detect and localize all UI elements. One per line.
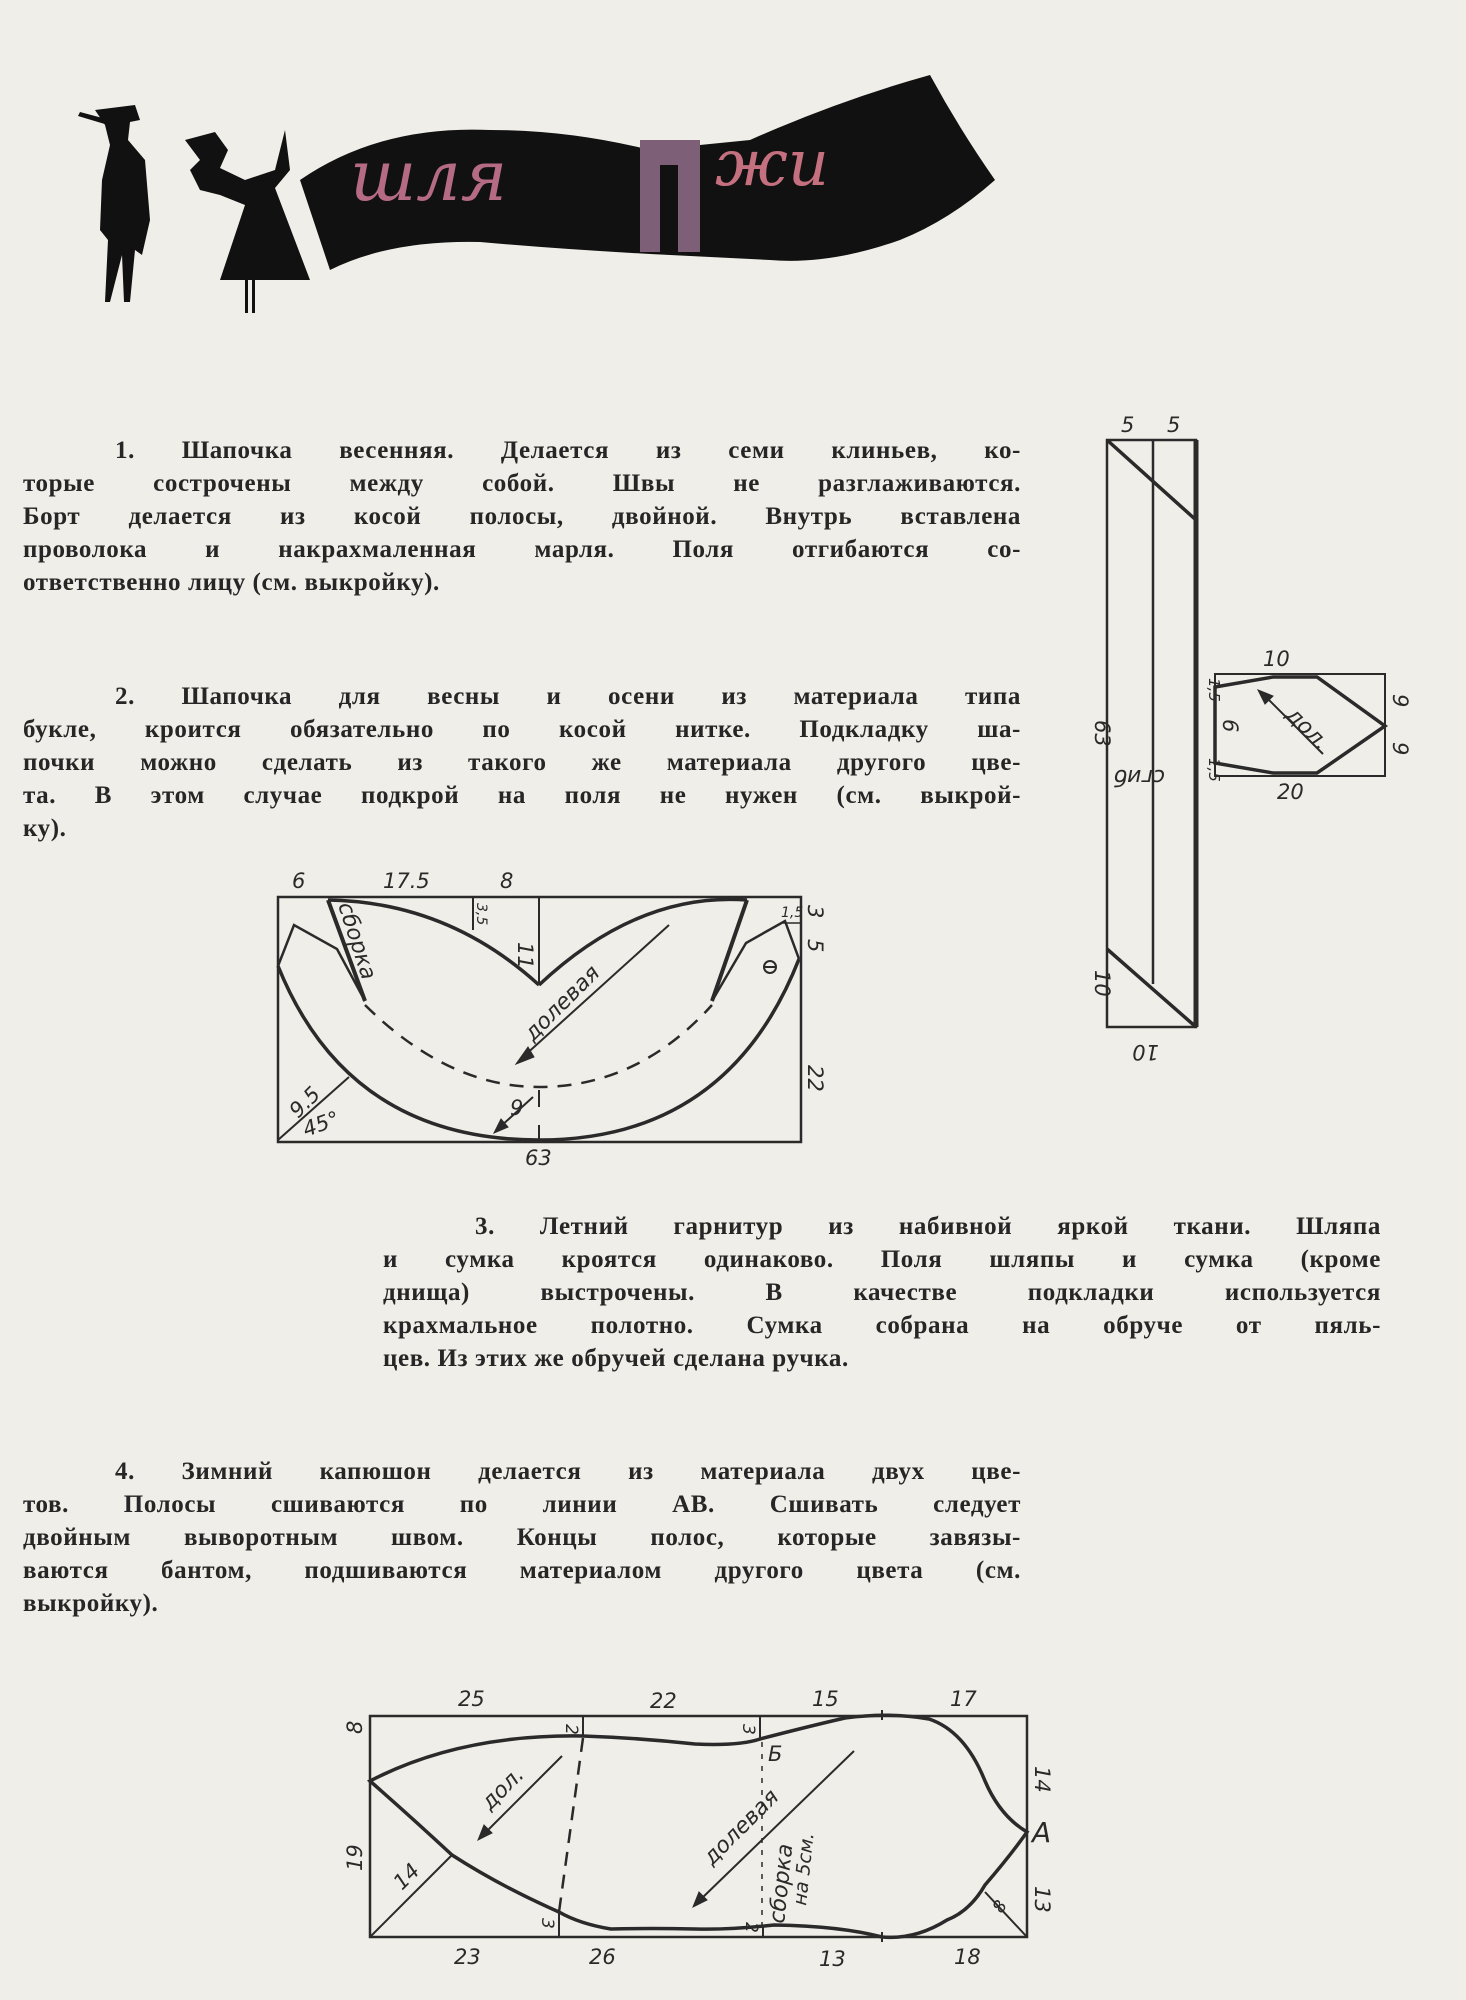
dim-label: 18 [954, 1945, 981, 1969]
grain-label: дол. [476, 1762, 530, 1816]
text-line: крахмальное полотно. Сумка собрана на обруче от пяль- [383, 1312, 1381, 1339]
text-line: проволока и накрахмаленная марля. Поля отгибаются со- [23, 536, 1021, 563]
dim-label: 19 [343, 1844, 367, 1871]
text-line: букле, кроится обязательно по косой нитке. Подкладку ша- [23, 716, 1021, 743]
silhouette-figures-illustration [78, 105, 310, 313]
dim-label: 63 [1090, 720, 1114, 747]
dim-label: 13 [819, 1947, 846, 1971]
dim-label: 3 [537, 1918, 557, 1929]
paragraph-1 [23, 434, 1021, 599]
dim-label: 22 [803, 1065, 827, 1092]
dim-label: 17 [950, 1687, 977, 1711]
point-a-label: А [1032, 1816, 1052, 1849]
dim-label: 1,5 [1205, 678, 1223, 702]
dim-label: 2 [561, 1724, 581, 1735]
dim-label: 13 [1030, 1886, 1054, 1913]
dim-label: 5 [1121, 413, 1135, 437]
dim-label: 6 [1218, 719, 1242, 733]
dim-label: 2 [741, 1922, 761, 1933]
dim-label: 10 [1132, 1040, 1159, 1064]
dim-label: 22 [650, 1689, 677, 1713]
fold-label: сгиб [1113, 764, 1165, 789]
text-line: и сумка кроятся одинаково. Поля шляпы и сумка (кроме [383, 1246, 1381, 1273]
dim-label: 15 [812, 1687, 839, 1711]
text-line: двойным выворотным швом. Концы полос, которые завязы- [23, 1524, 1021, 1551]
text-line: 2. Шапочка для весны и осени из материала типа [115, 683, 1021, 710]
text-line: торые сострочены между собой. Швы не разглаживаются. [23, 470, 1021, 497]
paragraph-3 [383, 1210, 1381, 1375]
dim-label: 5 [803, 939, 827, 953]
text-line: цев. Из этих же обручей сделана ручка. [383, 1345, 849, 1372]
text-line: Борт делается из косой полосы, двойной. Внутрь вставлена [23, 503, 1021, 530]
text-line: 3. Летний гарнитур из набивной яркой ткани. Шляпа [475, 1213, 1381, 1240]
dim-label: 20 [1277, 780, 1304, 804]
text-line: ку). [23, 815, 67, 842]
dim-label: 9.5 [284, 1081, 326, 1123]
paragraph-2 [23, 680, 1021, 845]
text-line: днища) выстрочены. В качестве подкладки используется [383, 1279, 1381, 1306]
logo-letters-ki: жи [715, 127, 829, 201]
text-line: та. В этом случае подкрой на поля не нужен (см. выкрой- [23, 782, 1021, 809]
gather-amount-label: на 5см. [789, 1831, 819, 1907]
text-line: 1. Шапочка весенняя. Делается из семи клиньев, ко- [115, 437, 1021, 464]
pattern-crown [1190, 644, 1415, 806]
dim-label: 8 [343, 1720, 367, 1734]
paragraph-4 [23, 1455, 1021, 1620]
dim-label: 26 [589, 1945, 616, 1969]
dim-label: 10 [1263, 647, 1290, 671]
dim-label: 5 [1167, 413, 1181, 437]
dim-label: 9 [1388, 742, 1412, 756]
text-line: тов. Полосы сшиваются по линии АВ. Сшивать следует [23, 1491, 1021, 1518]
pattern-hood [340, 1680, 1070, 1980]
dim-label: 14 [388, 1858, 425, 1895]
dim-label: 23 [454, 1945, 481, 1969]
point-b-label: Б [768, 1742, 783, 1766]
pattern-cap [248, 862, 848, 1172]
text-line: ответственно лицу (см. выкройку). [23, 569, 440, 596]
dim-label: 10 [1090, 970, 1114, 997]
text-line: выкройку). [23, 1590, 159, 1617]
text-line: 4. Зимний капюшон делается из материала двух цве- [115, 1458, 1021, 1485]
grain-label: долевая [698, 1784, 785, 1871]
dim-label: 25 [458, 1687, 485, 1711]
grain-label: дол. [1280, 702, 1334, 756]
dim-label: 1,5 [1205, 758, 1223, 782]
logo-letters-shlya: шля [350, 135, 508, 217]
dim-label: 8 [989, 1897, 1012, 1917]
dim-label: 11 [513, 942, 537, 969]
text-line: ваются бантом, подшиваются материалом другого цвета (см. [23, 1557, 1021, 1584]
dim-label: 6 [292, 869, 306, 893]
dim-label: 3 [738, 1724, 758, 1735]
dim-label: 9 [1388, 694, 1412, 708]
text-line: почки можно сделать из такого же материала другого цве- [23, 749, 1021, 776]
title-banner-logo [50, 70, 1010, 320]
dim-label: 3,5 [473, 903, 489, 926]
gather-label: сборка [332, 899, 381, 983]
dim-label: 3 [803, 905, 827, 919]
dim-label: 9 [510, 1096, 524, 1120]
dim-label: 63 [525, 1146, 552, 1170]
dim-label: 17.5 [383, 869, 430, 893]
grain-label: долевая [519, 960, 606, 1047]
dim-label: 1,5 [781, 905, 804, 921]
dim-label: 14 [1030, 1766, 1054, 1793]
dim-label: 8 [500, 869, 514, 893]
dim-label: 45° [299, 1106, 343, 1142]
gather-label: сборка [765, 1842, 799, 1925]
